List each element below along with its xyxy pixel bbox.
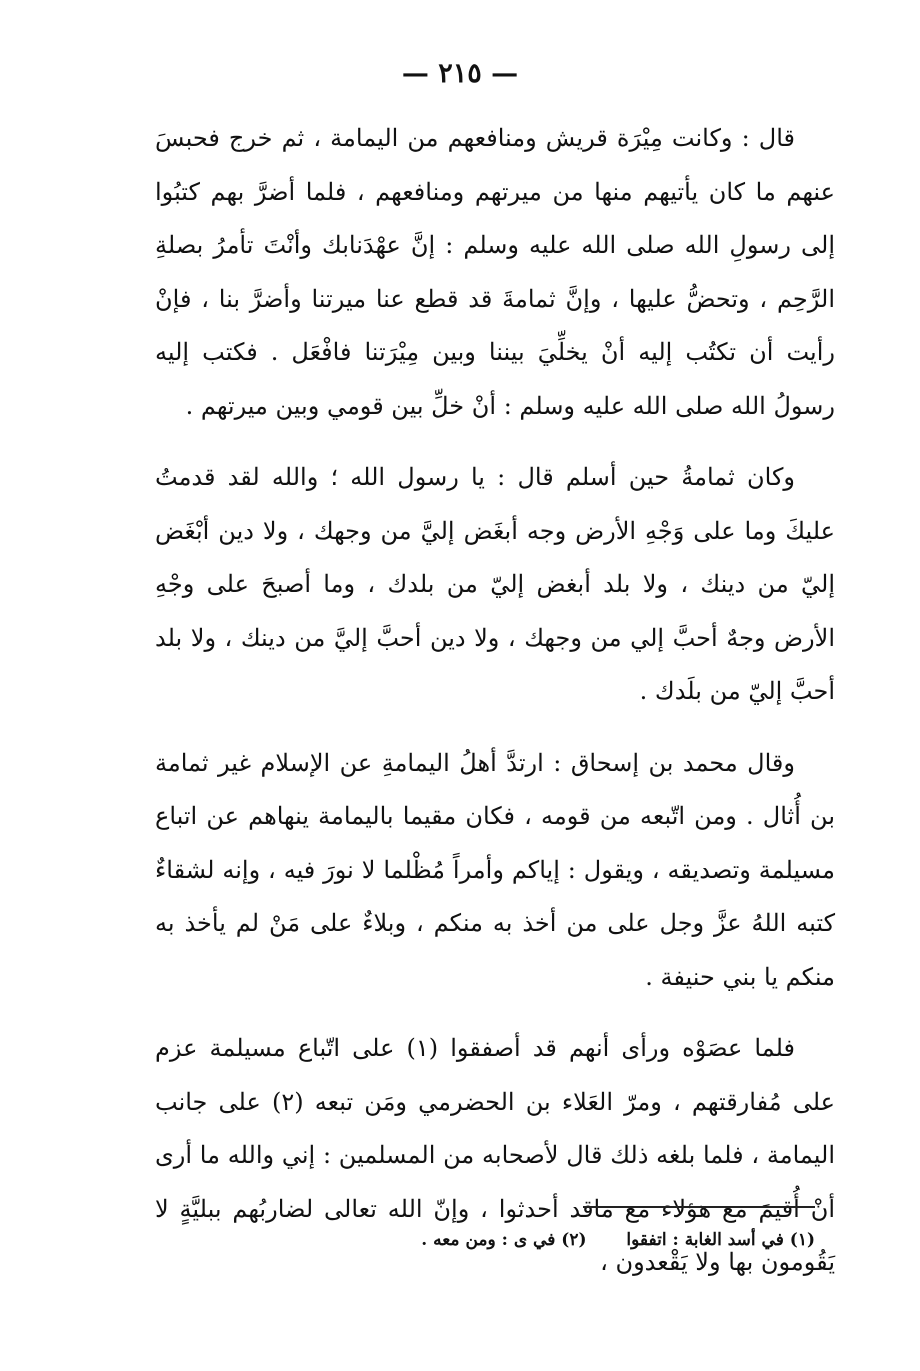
paragraph-1: قال : وكانت مِيْرَة قريش ومنافعهم من اليمامة ، ثم خرج فحبسَ عنهم ما كان يأتيهم منها من ميرتهم ومنافعهم ، فلما أضرَّ بهم كتبُوا إلى رسولِ الله صلى الله عليه وسلم : إنَّ عهْدَنابك وأنْتَ تأمرُ بصلةِ الرَّحِم ، وتحضُّ عليها ، وإنَّ ثمامةَ قد قطع عنا ميرتنا وأضرَّ بنا ، فإنْ رأيت أن تكتُب إليه أنْ يخلِّيَ بيننا وبين مِيْرَتنا فافْعَل . فكتب إليه رسولُ الله صلى الله عليه وسلم : أنْ خلِّ بين قومي وبين ميرتهم . — [155, 124, 835, 420]
paragraph-2: وكان ثمامةُ حين أسلم قال : يا رسول الله ؛ والله لقد قدمتُ عليكَ وما على وَجْهِ الأرض وجه أبغَض إليَّ من وجهك ، ولا دين أبْغَض إليّ من دينك ، ولا بلد أبغض إليّ من بلدك ، وما أصبحَ على وجْهِ الأرض وجهٌ أحبَّ إلي من وجهك ، ولا دين أحبَّ إليَّ من دينك ، ولا بلد أحبَّ إليّ من بلَدك . — [155, 463, 836, 705]
page-body — [155, 112, 835, 1290]
footnote-2: (٢) في ى : ومن معه . — [421, 1230, 587, 1250]
paragraph-4: فلما عصَوْه ورأى أنهم قد أصفقوا (١) على اتّباع مسيلمة عزم على مُفارقتهم ، ومرّ العَلاء بن الحضرمي ومَن تبعه (٢) على جانب اليمامة ، فلما بلغه ذلك قال لأصحابه من المسلمين : إني والله ما أرى أنْ أُقيمَ مع هؤلاء مع ماقد أحدثوا ، وإنّ الله تعالى لضاربُهم ببليَّةٍ لا يَقُومون بها ولا يَقْعدون ، — [155, 1034, 835, 1276]
paragraph-3: وقال محمد بن إسحاق : ارتدَّ أهلُ اليمامةِ عن الإسلام غير ثمامة بن أُثال . ومن اتّبعه من قومه ، فكان مقيما باليمامة ينهاهم عن اتباع مسيلمة وتصديقه ، ويقول : إياكم وأمراً مُظْلما لا نورَ فيه ، وإنه لشقاءٌ كتبه اللهُ عزَّ وجل على من أخذ به منكم ، وبلاءٌ على مَنْ لم يأخذ به منكم يا بني حنيفة . — [155, 748, 835, 991]
footnote-1: (١) في أسد الغابة : اتفقوا — [626, 1230, 815, 1250]
footnotes — [330, 1230, 815, 1250]
footnote-separator — [583, 1206, 815, 1208]
page-number: — ٢١٥ — — [401, 58, 519, 89]
